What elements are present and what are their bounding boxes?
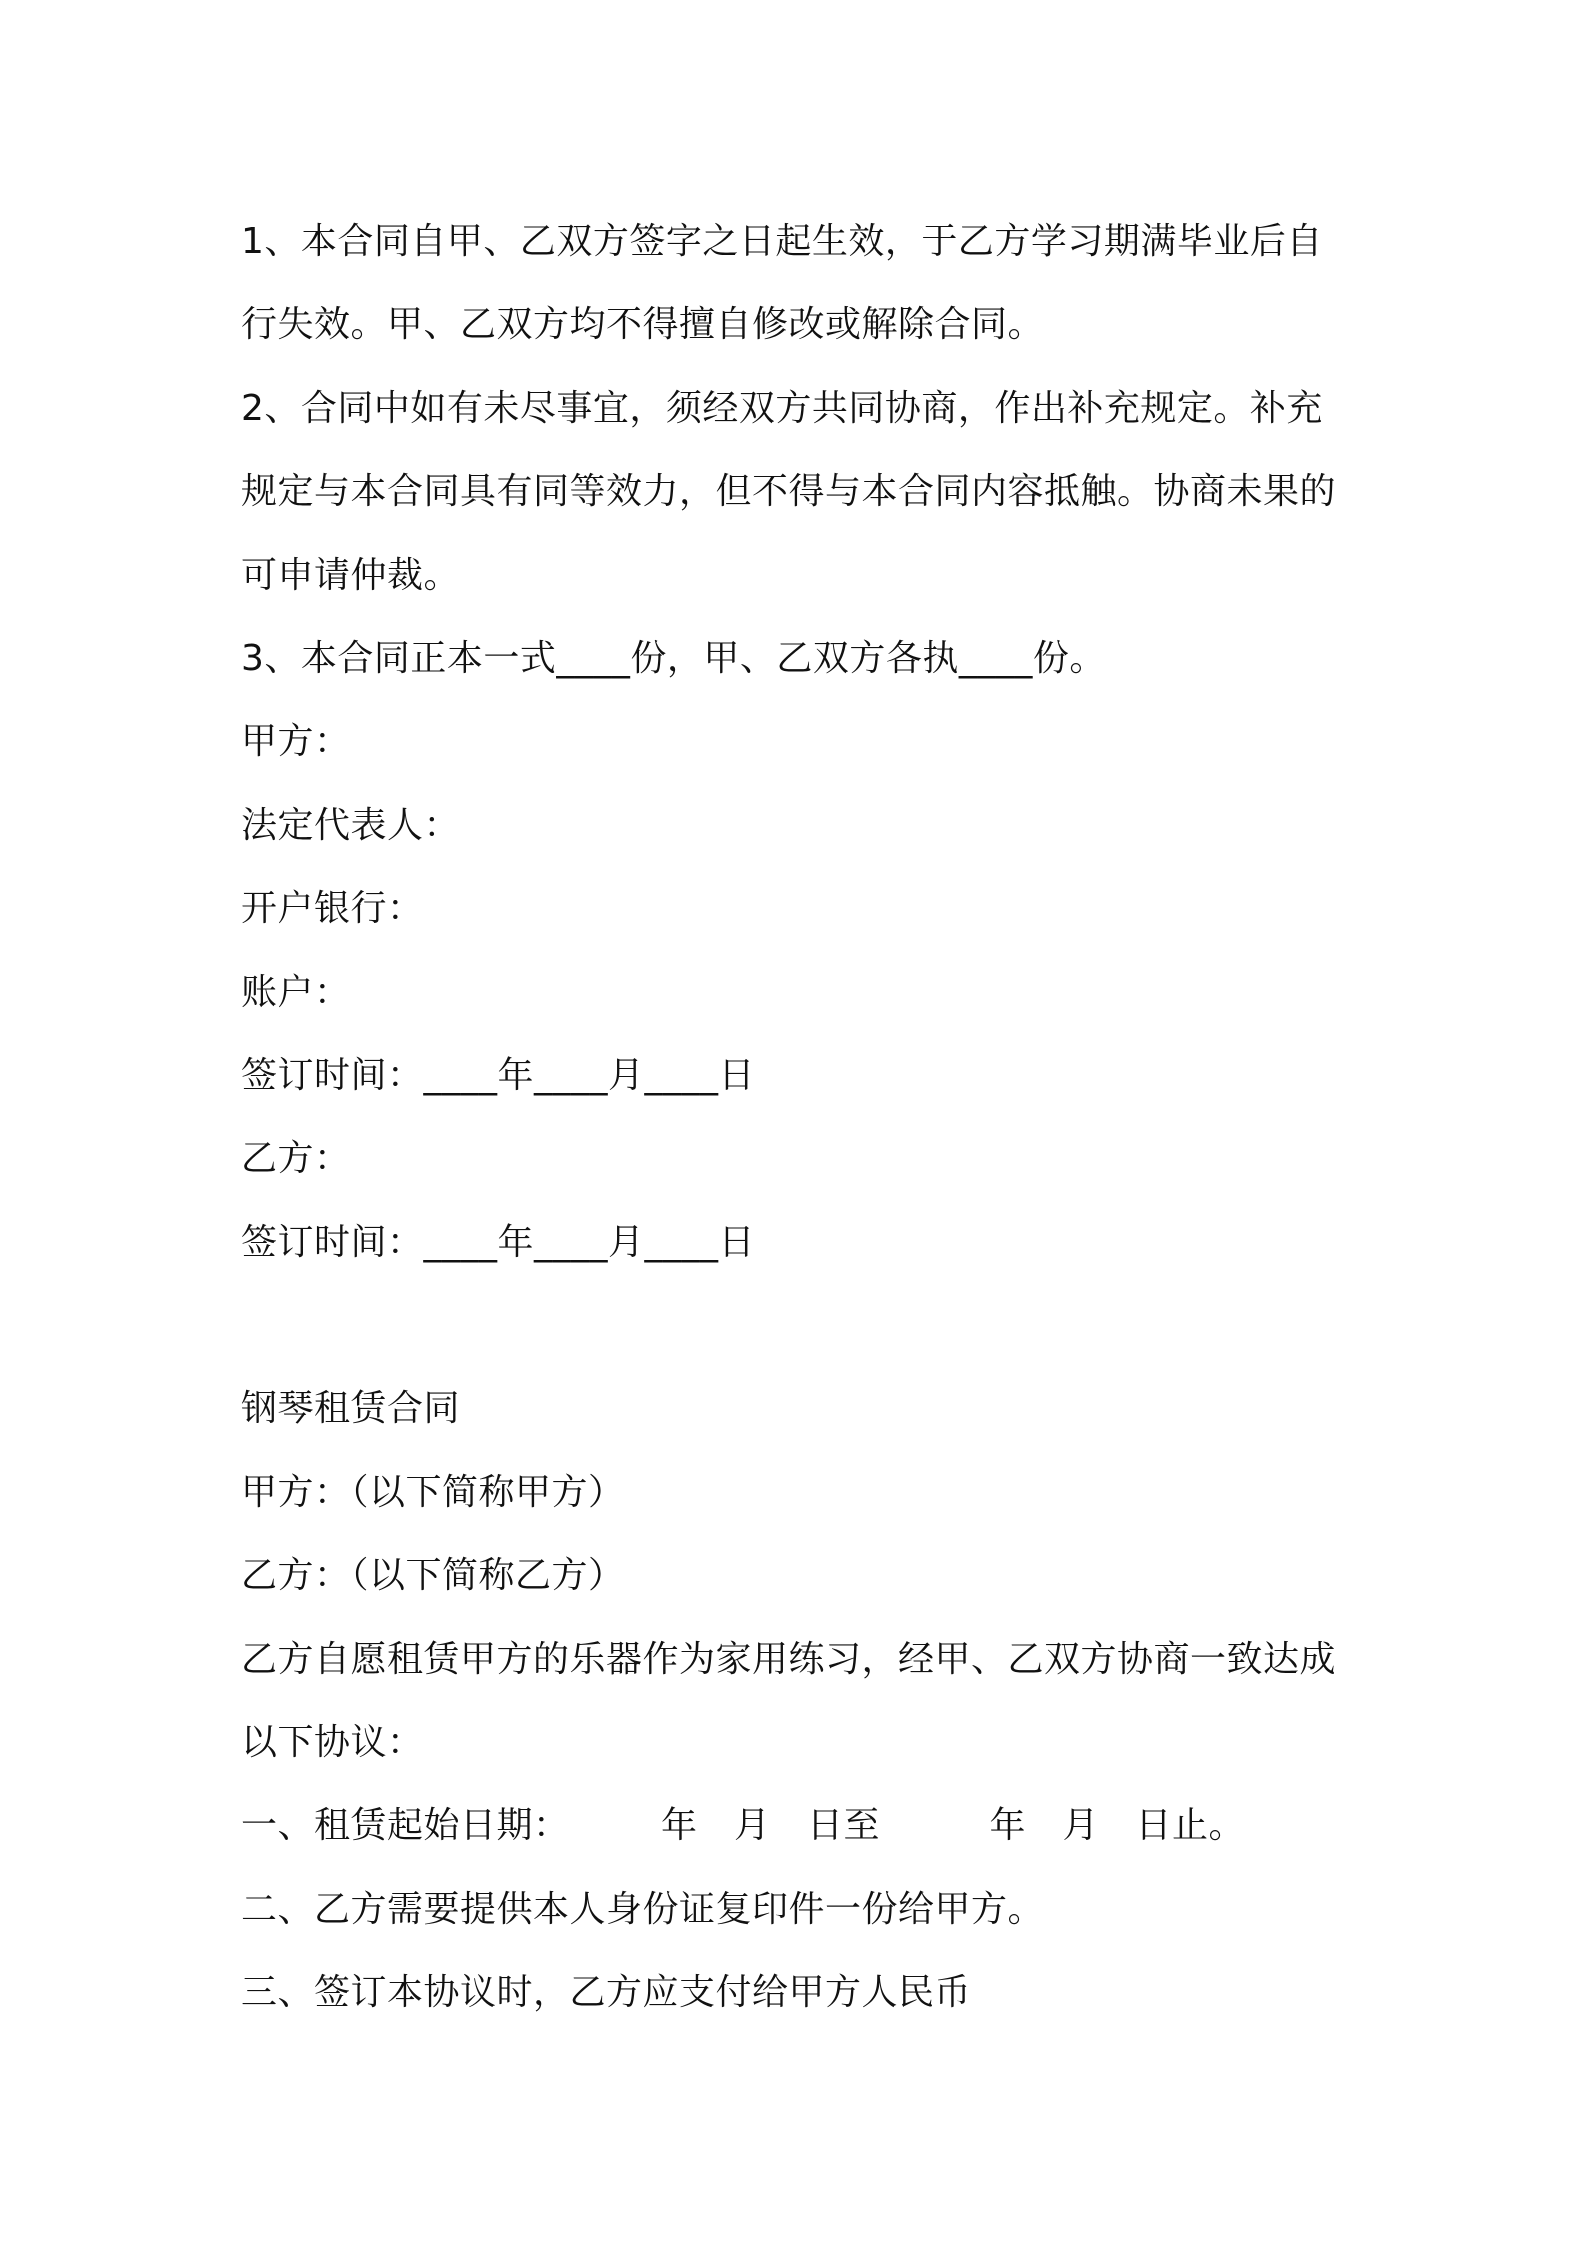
- document-body: [241, 200, 1361, 2035]
- party-a-label: 甲方：: [241, 721, 351, 763]
- piano-item-3: 三、签订本协议时，乙方应支付给甲方人民币: [241, 1972, 972, 2014]
- clause-2-line-3: 可申请仲裁。: [241, 554, 461, 596]
- clause-2-line-2: 规定与本合同具有同等效力，但不得与本合同内容抵触。协商未果的: [241, 471, 1337, 513]
- piano-intro-line-1: 乙方自愿租赁甲方的乐器作为家用练习，经甲、乙双方协商一致达成: [241, 1638, 1337, 1680]
- legal-rep-label: 法定代表人：: [241, 804, 461, 846]
- clause-2-line-1: 2、合同中如有未尽事宜，须经双方共同协商，作出补充规定。补充: [241, 387, 1323, 429]
- piano-party-a: 甲方：（以下简称甲方）: [241, 1471, 625, 1513]
- piano-intro-line-2: 以下协议：: [241, 1722, 424, 1764]
- bank-label: 开户银行：: [241, 888, 424, 930]
- piano-item-2: 二、乙方需要提供本人身份证复印件一份给甲方。: [241, 1888, 1045, 1930]
- section-gap: [241, 1284, 1361, 1367]
- piano-item-1: 一、租赁起始日期： 年 月 日至 年 月 日止。: [241, 1805, 1246, 1847]
- piano-party-b: 乙方：（以下简称乙方）: [241, 1555, 625, 1597]
- clause-3: 3、本合同正本一式____份，甲、乙双方各执____份。: [241, 637, 1106, 679]
- sign-date-a: 签订时间：____年____月____日: [241, 1054, 756, 1096]
- clause-1-line-1: 1、本合同自甲、乙双方签字之日起生效，于乙方学习期满毕业后自: [241, 221, 1323, 262]
- sign-date-b: 签订时间：____年____月____日: [241, 1221, 756, 1263]
- piano-contract-title: 钢琴租赁合同: [241, 1388, 461, 1430]
- account-label: 账户：: [241, 971, 351, 1013]
- party-b-label: 乙方：: [241, 1138, 351, 1180]
- clause-1-line-2: 行失效。甲、乙双方均不得擅自修改或解除合同。: [241, 304, 1045, 346]
